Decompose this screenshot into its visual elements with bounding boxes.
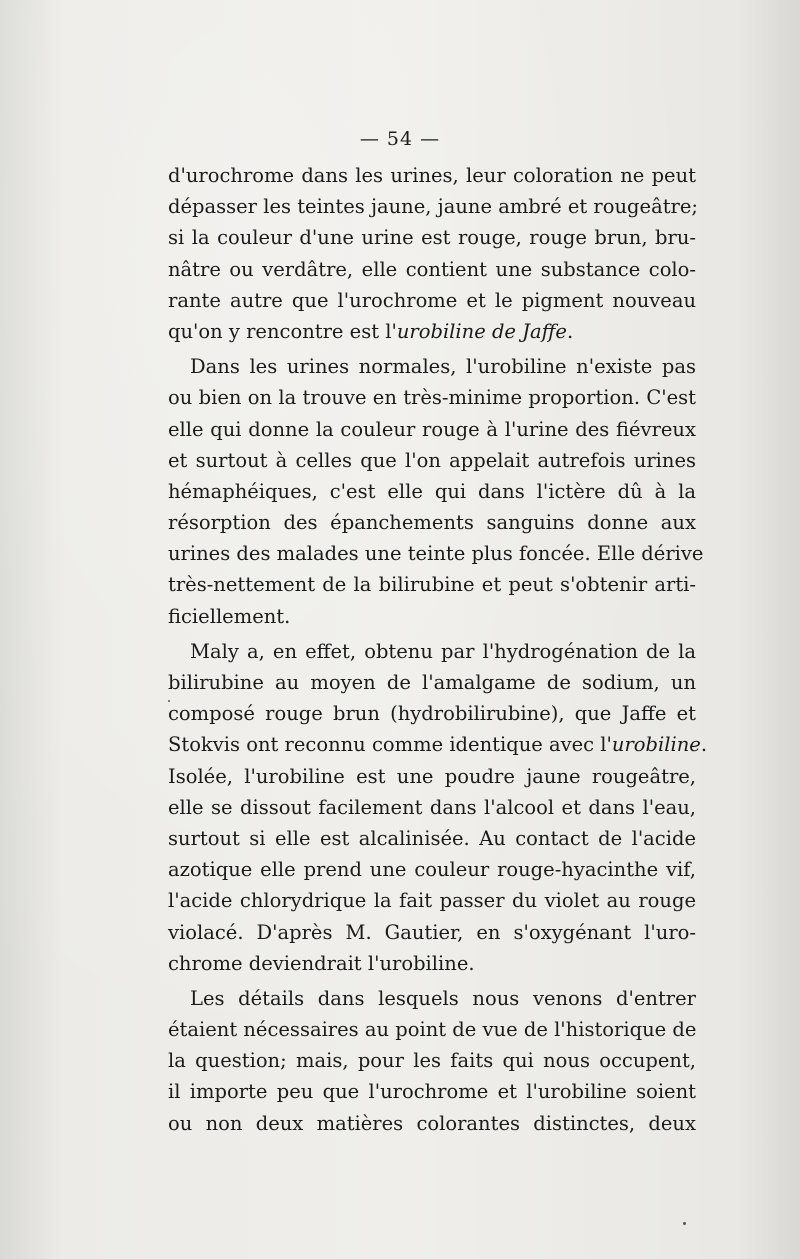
italic-term: urobiline xyxy=(611,733,701,757)
text-line: rante autre que l'urochrome et le pigment nouveau xyxy=(168,288,696,312)
text-line: si la couleur d'une urine est rouge, rouge brun, bru- xyxy=(168,226,696,250)
text-line: Isolée, l'urobiline est une poudre jaune rougeâtre, xyxy=(168,764,696,788)
text-line: Maly a, en effet, obtenu par l'hydrogénation de la xyxy=(190,639,696,663)
paragraph-2 xyxy=(168,351,704,632)
text-line: ou non deux matières colorantes distinctes, deux xyxy=(168,1111,696,1135)
paragraph-1 xyxy=(168,160,696,347)
text-line: l'acide chlorydrique la fait passer du violet au rouge xyxy=(168,889,696,913)
page-number: — 54 — xyxy=(359,128,441,150)
text-line: et surtout à celles que l'on appelait autrefois urines xyxy=(168,448,696,472)
paper-speck xyxy=(683,1222,686,1225)
text-line: chrome deviendrait l'urobiline. xyxy=(168,951,475,975)
text-line: Stokvis ont reconnu comme identique avec l'urobiline. xyxy=(168,733,708,757)
text-line: elle se dissout facilement dans l'alcool et dans l'eau, xyxy=(168,795,696,819)
text-line: ou bien on la trouve en très-minime proportion. C'est xyxy=(168,386,696,410)
text-line: d'urochrome dans les urines, leur coloration ne peut xyxy=(168,164,696,187)
text-line: nâtre ou verdâtre, elle contient une substance colo- xyxy=(168,257,696,281)
text-line: Dans les urines normales, l'urobiline n'existe pas xyxy=(190,355,696,379)
text-line: composé rouge brun (hydrobilirubine), que Jaffe et xyxy=(168,702,696,726)
text-line: bilirubine au moyen de l'amalgame de sodium, un xyxy=(168,671,696,694)
text-line: étaient nécessaires au point de vue de l'historique de xyxy=(168,1018,697,1042)
text-line: dépasser les teintes jaune, jaune ambré et rougeâtre; xyxy=(168,195,698,219)
text-line: elle qui donne la couleur rouge à l'urine des fiévreux xyxy=(168,417,696,441)
paper-speck xyxy=(168,700,170,702)
text-line: surtout si elle est alcalinisée. Au contact de l'acide xyxy=(168,826,696,850)
text-line: très-nettement de la bilirubine et peut s'obtenir arti- xyxy=(168,573,696,597)
text-line: azotique elle prend une couleur rouge-hyacinthe vif, xyxy=(168,858,696,882)
text-line: urines des malades une teinte plus foncée. Elle dérive xyxy=(168,542,704,566)
paragraph-4 xyxy=(168,983,696,1139)
text-line: la question; mais, pour les faits qui nous occupent, xyxy=(168,1049,696,1073)
text-line: il importe peu que l'urochrome et l'urobiline soient xyxy=(168,1080,696,1104)
text-line: Les détails dans lesquels nous venons d'entrer xyxy=(190,986,696,1010)
italic-term: urobiline de Jaffe xyxy=(396,319,567,343)
text-line: ficiellement. xyxy=(168,604,291,628)
body-text xyxy=(168,160,708,1139)
text-line: résorption des épanchements sanguins donne aux xyxy=(168,511,696,535)
paragraph-3 xyxy=(168,636,708,979)
text-line: qu'on y rencontre est l'urobiline de Jaffe. xyxy=(168,319,574,343)
text-line: violacé. D'après M. Gautier, en s'oxygénant l'uro- xyxy=(168,920,696,944)
text-line: hémaphéiques, c'est elle qui dans l'ictère dû à la xyxy=(168,479,696,503)
